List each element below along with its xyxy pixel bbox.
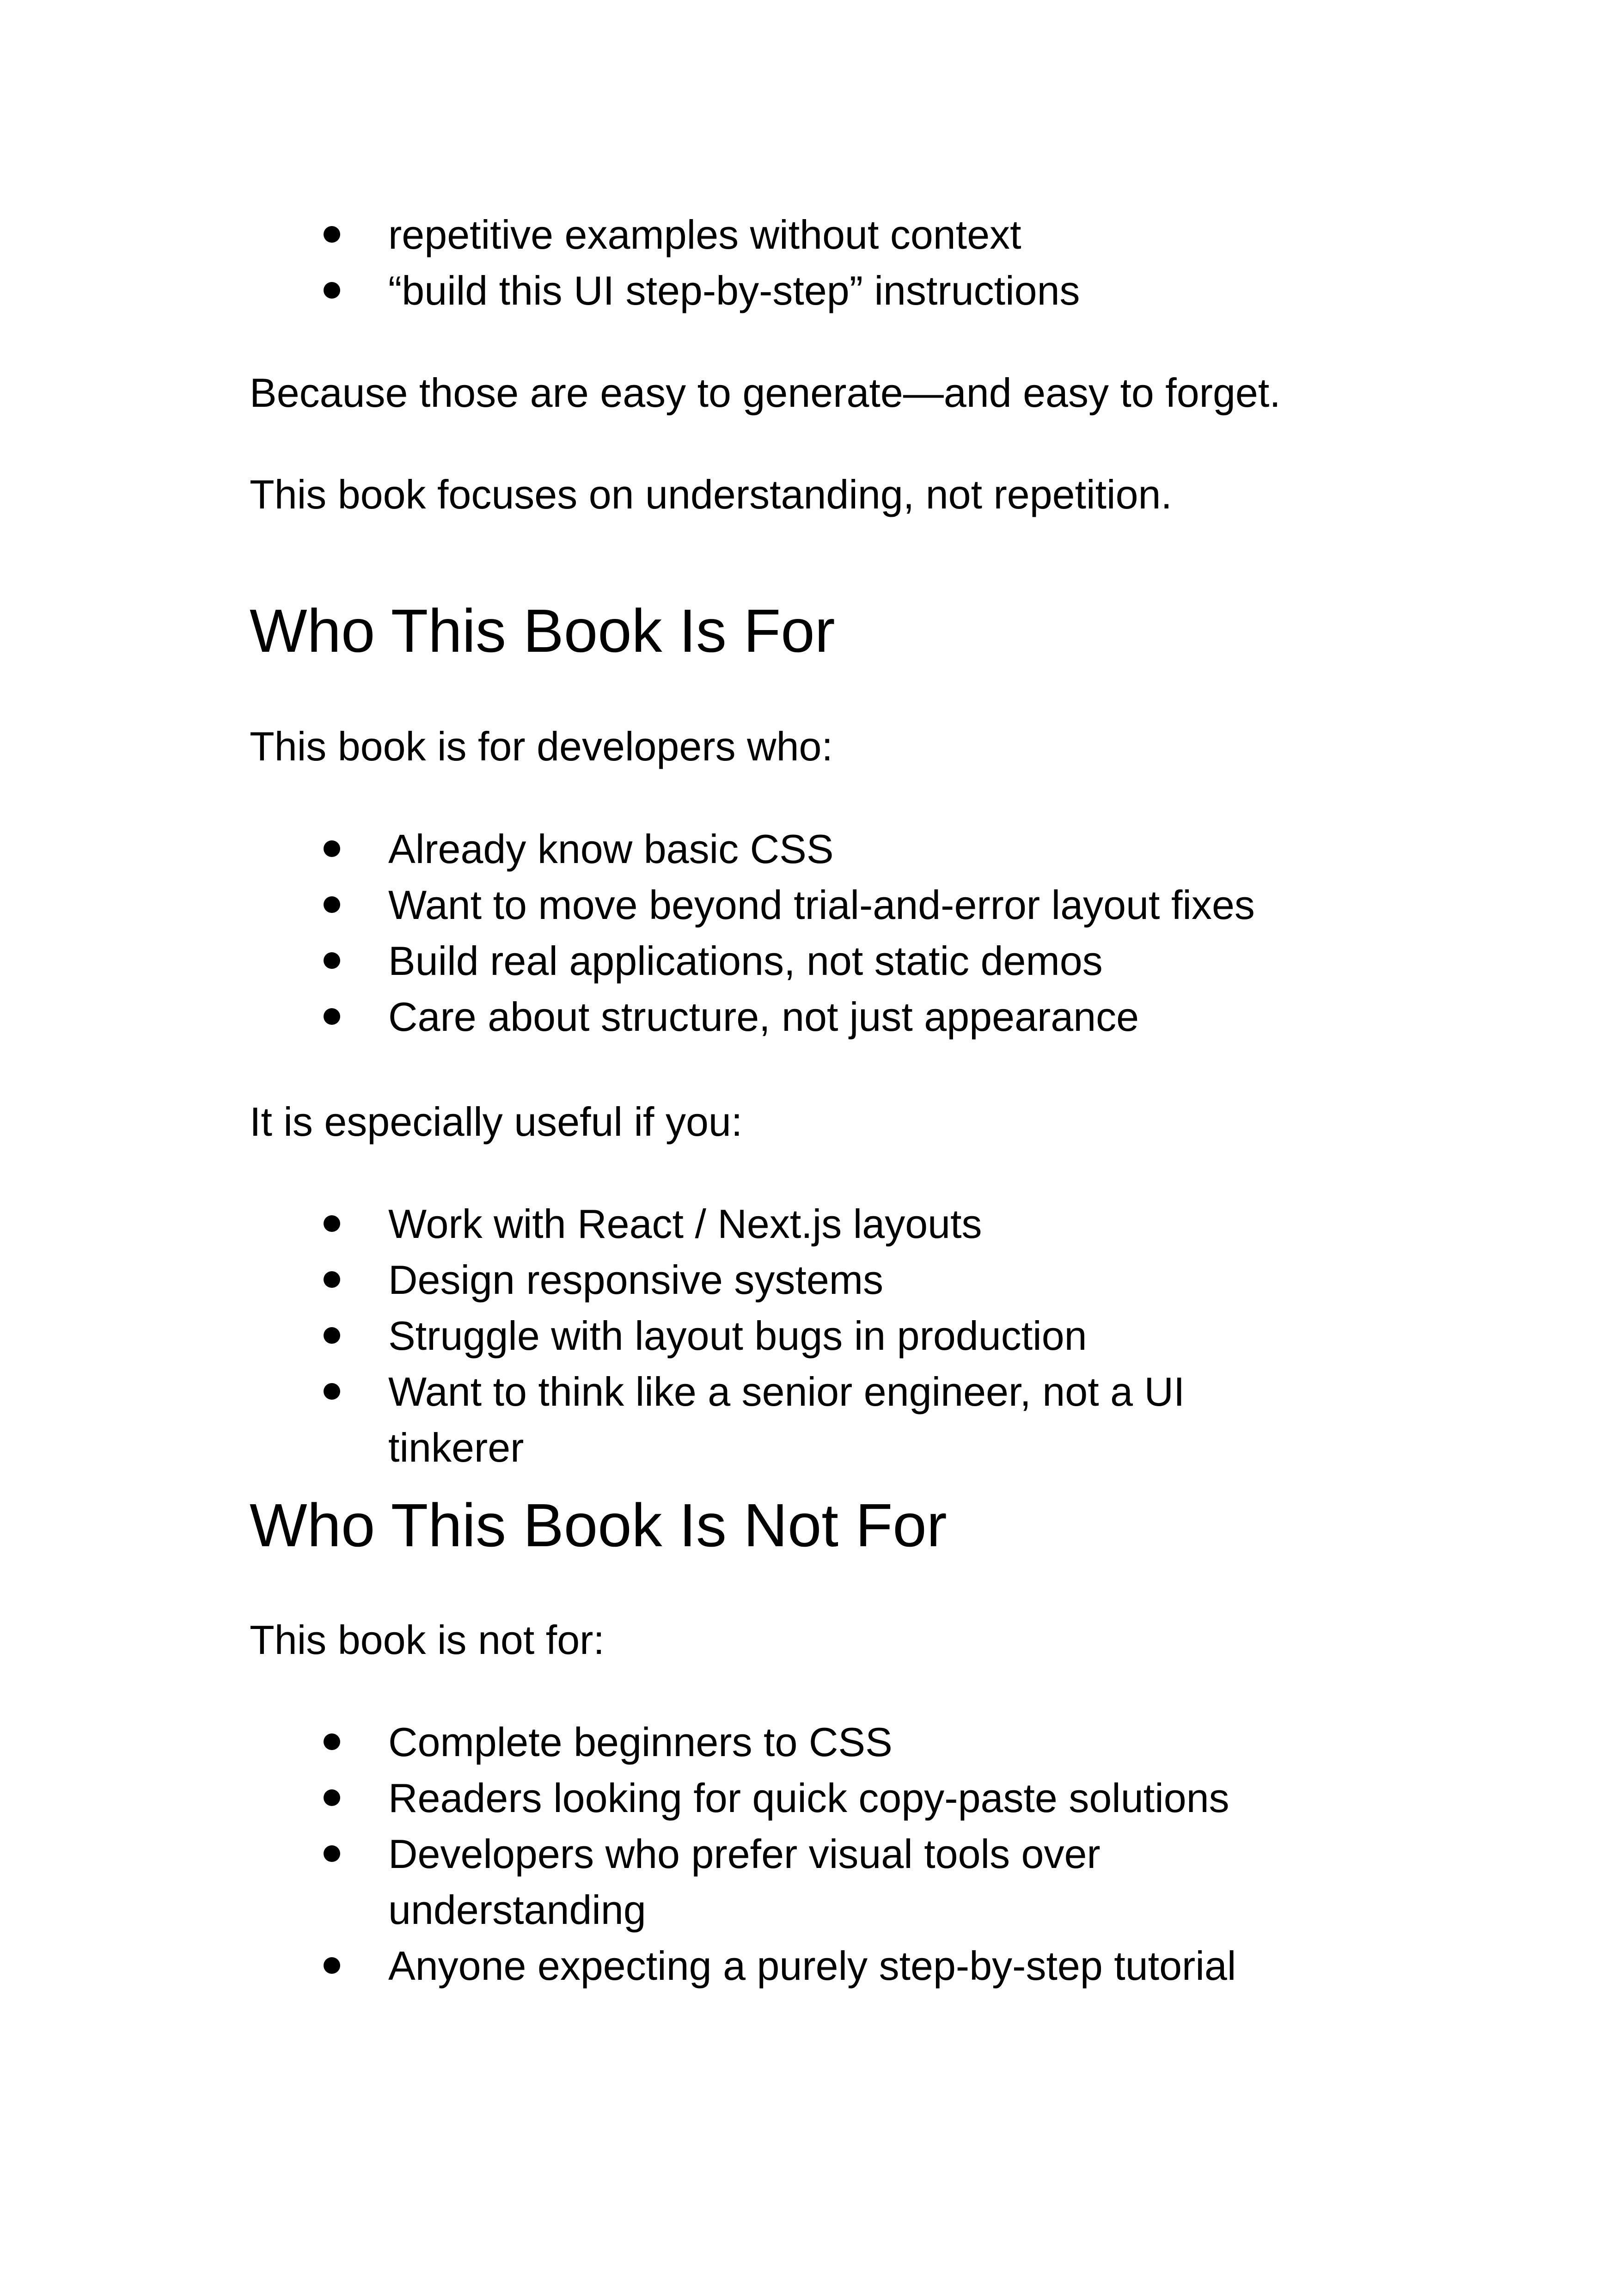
heading-who-for: Who This Book Is For bbox=[250, 597, 835, 665]
list-item bbox=[250, 263, 1405, 318]
heading-who-not-for: Who This Book Is Not For bbox=[250, 1491, 947, 1559]
list-item-text: Complete beginners to CSS bbox=[388, 1719, 893, 1765]
paragraph-not-for-intro: This book is not for: bbox=[250, 1617, 605, 1663]
paragraph-focus: This book focuses on understanding, not repetition. bbox=[250, 471, 1172, 517]
bullet-list-top bbox=[250, 207, 1405, 318]
bullet-icon bbox=[324, 282, 340, 299]
bullet-icon bbox=[324, 1271, 340, 1288]
bullet-icon bbox=[324, 1008, 340, 1025]
list-item bbox=[250, 933, 1405, 989]
list-item-text: Anyone expecting a purely step-by-step tutorial bbox=[388, 1943, 1236, 1989]
bullet-icon bbox=[324, 226, 340, 243]
list-item-text: “build this UI step-by-step” instructions bbox=[388, 268, 1080, 313]
list-item bbox=[250, 877, 1405, 933]
bullet-icon bbox=[324, 1383, 340, 1400]
bullet-icon bbox=[324, 896, 340, 913]
paragraph-for-intro2: It is especially useful if you: bbox=[250, 1099, 743, 1145]
list-item bbox=[250, 989, 1405, 1045]
bullet-icon bbox=[324, 1327, 340, 1344]
list-item-text: Struggle with layout bugs in production bbox=[388, 1313, 1087, 1359]
list-item-text: Build real applications, not static demos bbox=[388, 938, 1103, 984]
list-item-text: Want to think like a senior engineer, not a UI tinkerer bbox=[388, 1369, 1185, 1470]
paragraph-because: Because those are easy to generate—and easy to forget. bbox=[250, 370, 1281, 416]
list-item bbox=[250, 1252, 1405, 1308]
list-item bbox=[250, 1364, 1405, 1476]
list-item bbox=[250, 1196, 1405, 1252]
bullet-icon bbox=[324, 1215, 340, 1232]
bullet-icon bbox=[324, 1845, 340, 1862]
bullet-icon bbox=[324, 952, 340, 969]
list-item-text: Already know basic CSS bbox=[388, 826, 834, 872]
list-item-text: Care about structure, not just appearance bbox=[388, 994, 1139, 1040]
list-item bbox=[250, 1714, 1405, 1770]
list-item bbox=[250, 1308, 1405, 1364]
list-item-text: Readers looking for quick copy-paste solutions bbox=[388, 1775, 1229, 1821]
bullet-icon bbox=[324, 840, 340, 857]
list-item-text: repetitive examples without context bbox=[388, 212, 1021, 257]
bullet-icon bbox=[324, 1733, 340, 1750]
list-item bbox=[250, 1770, 1405, 1826]
list-item-text: Work with React / Next.js layouts bbox=[388, 1201, 982, 1247]
bullet-list-for bbox=[250, 821, 1405, 1045]
list-item bbox=[250, 207, 1405, 263]
list-item bbox=[250, 1938, 1405, 1994]
bullet-list-not-for bbox=[250, 1714, 1405, 1994]
list-item bbox=[250, 1826, 1405, 1938]
bullet-list-for-2 bbox=[250, 1196, 1405, 1476]
bullet-icon bbox=[324, 1957, 340, 1974]
list-item-text: Design responsive systems bbox=[388, 1257, 884, 1303]
bullet-icon bbox=[324, 1789, 340, 1806]
list-item-text: Developers who prefer visual tools over understanding bbox=[388, 1831, 1100, 1933]
list-item bbox=[250, 821, 1405, 877]
paragraph-for-intro: This book is for developers who: bbox=[250, 723, 833, 769]
list-item-text: Want to move beyond trial-and-error layout fixes bbox=[388, 882, 1255, 928]
